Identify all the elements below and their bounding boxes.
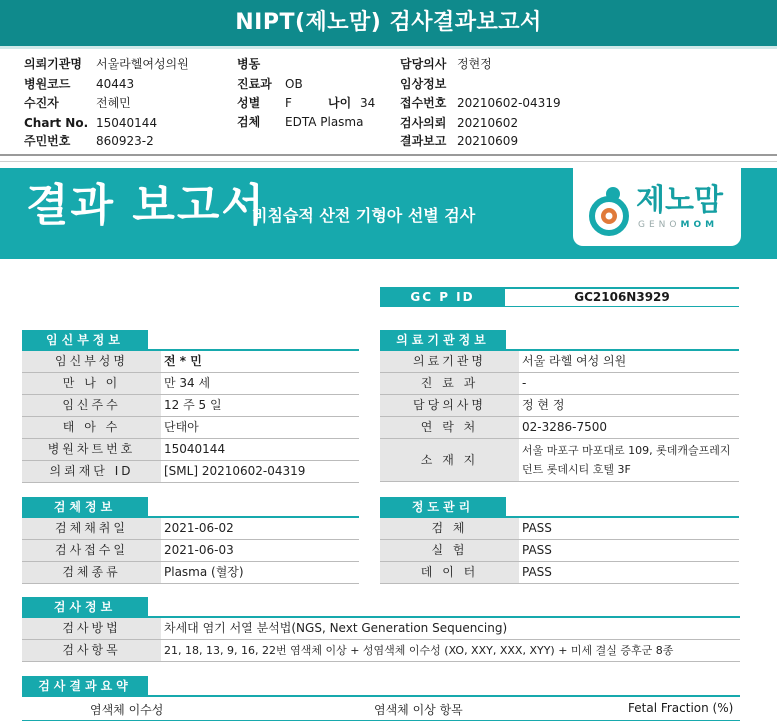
table-row: 소 재 지 서울 마포구 마포대로 109, 롯데캐슬프레지던트 롯데시티 호텔 3F bbox=[380, 439, 739, 482]
title-stripe bbox=[0, 46, 777, 49]
table-row: 검사접수일 2021-06-03 bbox=[22, 540, 359, 562]
gcp-id-label: GC P ID bbox=[380, 287, 505, 307]
section-qc-label: 정도관리 bbox=[380, 497, 506, 517]
institution-table bbox=[380, 351, 739, 482]
header-ward: 병동 bbox=[237, 57, 261, 71]
section-specimen-label: 검체정보 bbox=[22, 497, 148, 517]
header-separator-thin bbox=[0, 161, 777, 162]
logo-text: 제노맘 bbox=[636, 183, 723, 218]
section-institution-label: 의료기관정보 bbox=[380, 330, 506, 350]
table-row: 검사항목 21, 18, 13, 9, 16, 22번 염색체 이상 + 성염색체 이수성 (XO, XXY, XXX, XYY) + 미세 결실 증후군 8종 bbox=[22, 640, 740, 662]
table-row: 검사방법 차세대 염기 서열 분석법(NGS, Next Generation Sequencing) bbox=[22, 618, 740, 640]
header-specimen: 검체 EDTA Plasma bbox=[237, 115, 364, 129]
header-department: 진료과 OB bbox=[237, 77, 303, 91]
header-chart-no: Chart No. 15040144 bbox=[24, 116, 158, 130]
header-age: 나이 34 bbox=[328, 96, 376, 110]
table-row: 의뢰재단 ID [SML] 20210602-04319 bbox=[22, 461, 359, 483]
header-resident-no: 주민번호 860923-2 bbox=[24, 134, 154, 148]
header-doctor: 담당의사 정현정 bbox=[400, 57, 492, 71]
table-row: 데 이 터 PASS bbox=[380, 562, 739, 584]
table-row: 병원차트번호 15040144 bbox=[22, 439, 359, 461]
header-report-date: 결과보고 20210609 bbox=[400, 134, 519, 148]
report-title: NIPT(제노맘) 검사결과보고서 bbox=[0, 0, 777, 46]
section-test-label: 검사정보 bbox=[22, 597, 148, 617]
test-table bbox=[22, 618, 740, 662]
table-row: 연 락 처 02-3286-7500 bbox=[380, 417, 739, 439]
banner-subtitle: 비침습적 산전 기형아 선별 검사 bbox=[252, 206, 476, 225]
summary-header-row bbox=[22, 698, 740, 721]
header-clinical-info: 임상정보 bbox=[400, 77, 447, 91]
header-hospital-code: 병원코드 40443 bbox=[24, 77, 135, 91]
table-row: 만 나 이 만 34 세 bbox=[22, 373, 359, 395]
header-request-date: 검사의뢰 20210602 bbox=[400, 116, 519, 130]
table-row: 검체종류 Plasma (혈장) bbox=[22, 562, 359, 584]
table-row: 임신주수 12 주 5 일 bbox=[22, 395, 359, 417]
table-row: 실 험 PASS bbox=[380, 540, 739, 562]
header-sex: 성별 F bbox=[237, 96, 292, 110]
header-separator bbox=[0, 154, 777, 156]
logo-subtext: GENOMOM bbox=[638, 220, 719, 230]
table-row: 검체채취일 2021-06-02 bbox=[22, 518, 359, 540]
table-row: 담당의사명 정 현 정 bbox=[380, 395, 739, 417]
genomom-logo-icon bbox=[583, 176, 635, 236]
section-summary-label: 검사결과요약 bbox=[22, 676, 148, 696]
patient-table bbox=[22, 351, 359, 483]
table-row: 검 체 PASS bbox=[380, 518, 739, 540]
header-patient-name: 수진자 전혜민 bbox=[24, 96, 131, 110]
section-patient-label: 임신부정보 bbox=[22, 330, 148, 350]
gcp-id-value: GC2106N3929 bbox=[505, 287, 739, 307]
table-row: 임신부성명 전 * 민 bbox=[22, 351, 359, 373]
summary-col-abnormality: 염색체 이상 항목 bbox=[374, 703, 463, 717]
summary-col-aneuploidy: 염색체 이수성 bbox=[90, 703, 164, 717]
table-row: 태 아 수 단태아 bbox=[22, 417, 359, 439]
header-receipt-no: 접수번호 20210602-04319 bbox=[400, 96, 561, 110]
qc-table bbox=[380, 518, 739, 584]
summary-col-fetal-fraction: Fetal Fraction (%) bbox=[628, 701, 734, 715]
table-row: 의료기관명 서울 라헬 여성 의원 bbox=[380, 351, 739, 373]
header-hospital-name: 의뢰기관명 서울라헬여성의원 bbox=[24, 57, 189, 71]
banner-title: 결과 보고서 bbox=[26, 180, 266, 231]
specimen-table bbox=[22, 518, 359, 584]
section-summary-line bbox=[22, 695, 740, 697]
table-row: 진 료 과 - bbox=[380, 373, 739, 395]
